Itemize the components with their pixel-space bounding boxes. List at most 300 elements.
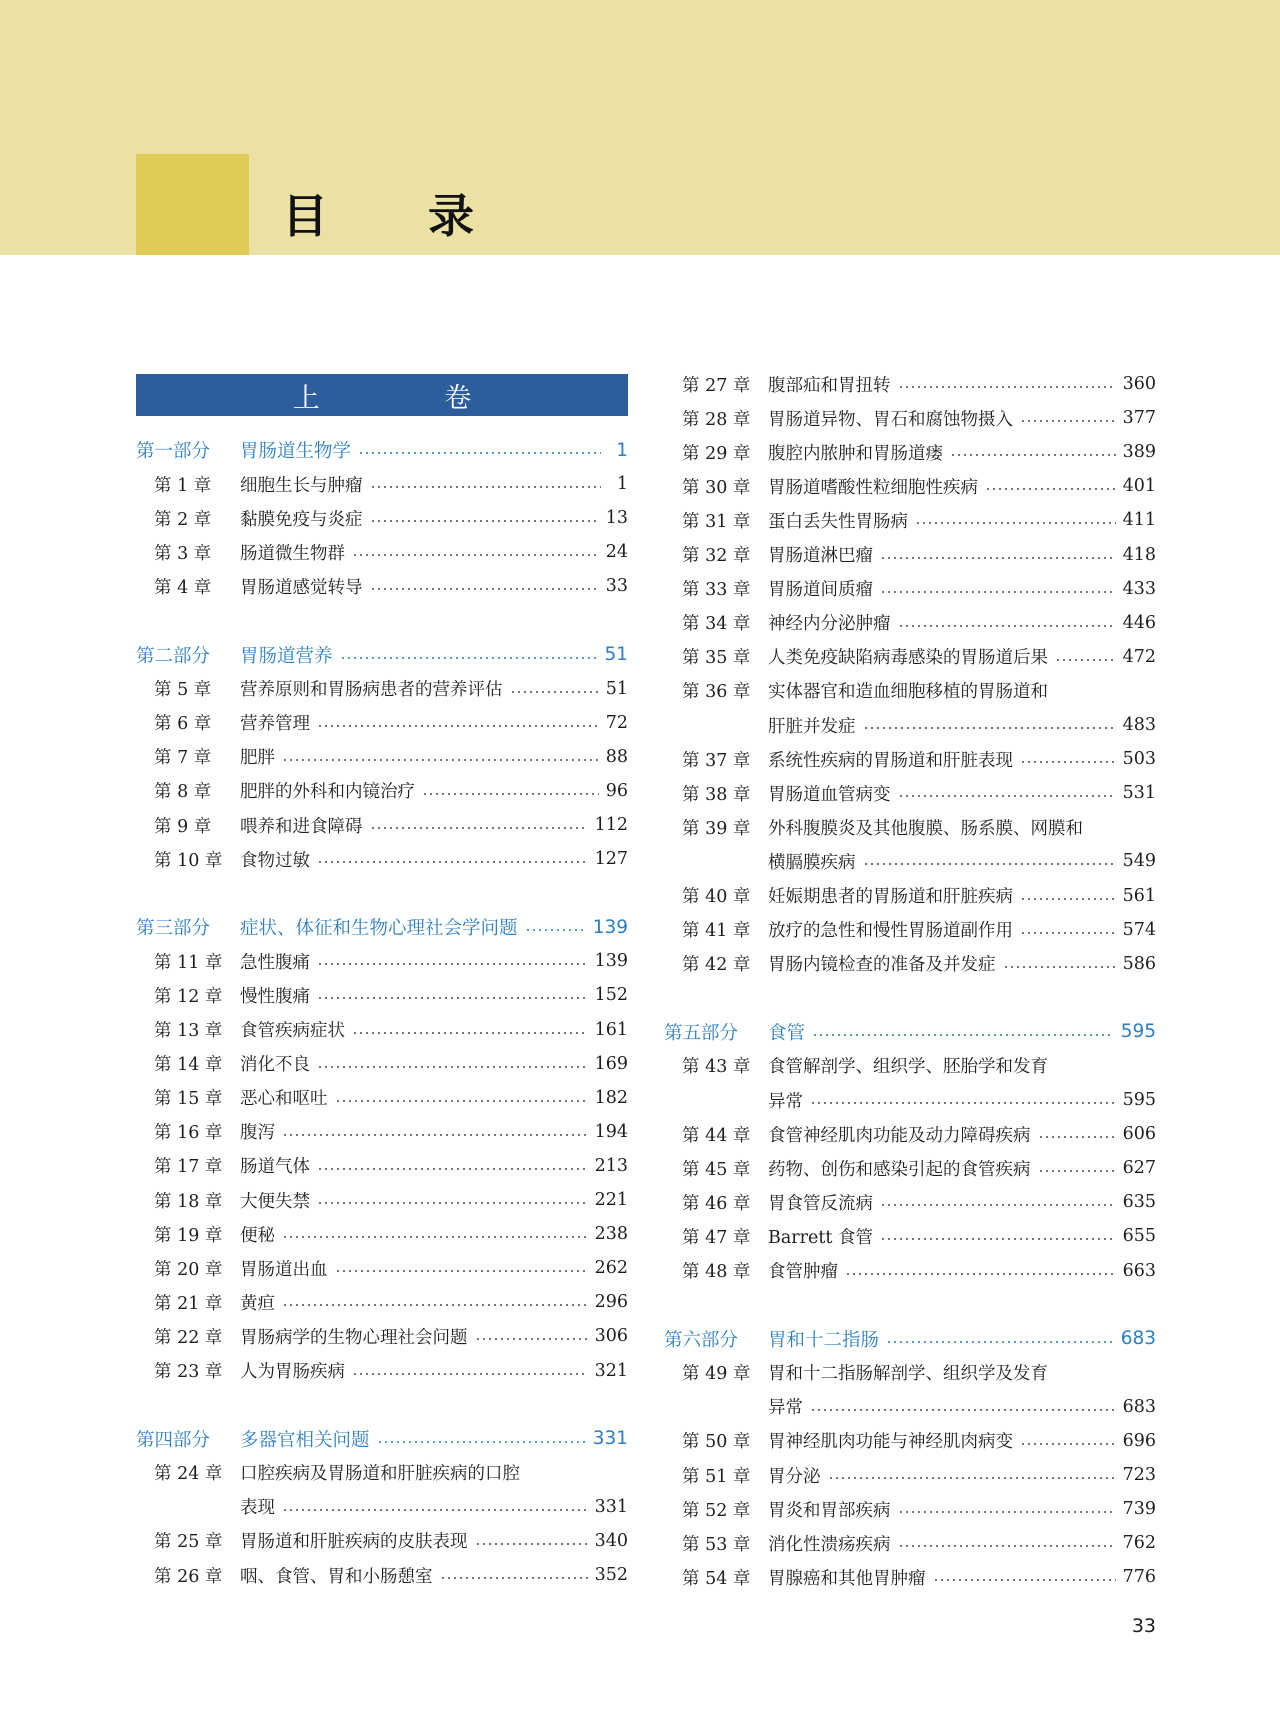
dot-leader bbox=[880, 1204, 1116, 1206]
toc-entry-page: 561 bbox=[1122, 885, 1156, 906]
dot-leader bbox=[475, 1338, 588, 1340]
dot-leader bbox=[335, 1270, 588, 1272]
toc-entry-title: 腹泻 bbox=[240, 1123, 275, 1144]
toc-entry-page: 606 bbox=[1122, 1124, 1156, 1145]
toc-entry-title: 腹腔内脓肿和胃肠道瘘 bbox=[768, 443, 943, 464]
toc-chapter-row[interactable] bbox=[664, 1254, 1156, 1288]
dot-leader bbox=[863, 727, 1116, 729]
toc-entry-label: 第 33 章 bbox=[682, 580, 751, 601]
toc-entry-page: 377 bbox=[1122, 408, 1156, 429]
toc-entry-title: 腹部疝和胃扭转 bbox=[768, 375, 891, 396]
toc-entry-title: 胃和十二指肠解剖学、组织学及发育 bbox=[768, 1364, 1048, 1385]
dot-leader bbox=[282, 1236, 588, 1238]
dot-leader bbox=[898, 1545, 1116, 1547]
volume-heading: 上 卷 bbox=[136, 374, 628, 416]
toc-entry-title: 表现 bbox=[240, 1498, 275, 1519]
toc-part-row[interactable] bbox=[664, 1322, 1156, 1356]
toc-entry-page: 776 bbox=[1122, 1567, 1156, 1588]
toc-entry-title: 营养原则和胃肠病患者的营养评估 bbox=[240, 680, 503, 701]
toc-entry-label: 第 1 章 bbox=[154, 475, 212, 496]
dot-leader bbox=[915, 522, 1116, 524]
toc-entry-label: 第 5 章 bbox=[154, 680, 212, 701]
toc-entry-page: 418 bbox=[1122, 544, 1156, 565]
toc-chapter-row[interactable] bbox=[664, 1356, 1156, 1390]
toc-entry-page: 483 bbox=[1122, 715, 1156, 735]
toc-chapter-row[interactable] bbox=[664, 1185, 1156, 1219]
dot-leader bbox=[1020, 1443, 1116, 1445]
toc-entry-label: 第 51 章 bbox=[682, 1466, 751, 1487]
toc-entry-label: 第 23 章 bbox=[154, 1362, 223, 1382]
toc-entry-title: 胃腺癌和其他胃肿瘤 bbox=[768, 1568, 926, 1589]
dot-leader bbox=[352, 1032, 588, 1034]
toc-chapter-row[interactable] bbox=[664, 810, 1156, 844]
toc-entry-label: 第 50 章 bbox=[682, 1432, 751, 1453]
dot-leader bbox=[828, 1477, 1116, 1479]
toc-chapter-row[interactable] bbox=[664, 1492, 1156, 1526]
toc-entry-page: 531 bbox=[1122, 783, 1156, 804]
toc-entry-page: 182 bbox=[594, 1087, 628, 1108]
toc-entry-page: 723 bbox=[1122, 1465, 1156, 1485]
toc-entry-page: 655 bbox=[1122, 1226, 1156, 1247]
dot-leader bbox=[370, 827, 588, 829]
toc-chapter-row[interactable] bbox=[664, 947, 1156, 981]
toc-entry-page: 331 bbox=[594, 1496, 628, 1517]
toc-entry-page: 72 bbox=[605, 712, 628, 733]
toc-chapter-row[interactable] bbox=[664, 469, 1156, 503]
toc-entry-page: 194 bbox=[594, 1121, 628, 1142]
toc-entry-page: 762 bbox=[1122, 1533, 1156, 1554]
title-accent-block bbox=[136, 154, 249, 255]
toc-entry-title: 人类免疫缺陷病毒感染的胃肠道后果 bbox=[768, 648, 1048, 669]
toc-chapter-row[interactable] bbox=[136, 740, 628, 774]
toc-entry-title: 胃肠道生物学 bbox=[240, 441, 352, 462]
dot-leader bbox=[475, 1543, 588, 1545]
dot-leader bbox=[898, 386, 1116, 388]
toc-entry-title: 大便失禁 bbox=[240, 1191, 310, 1212]
dot-leader bbox=[317, 861, 588, 863]
toc-continuation-row[interactable] bbox=[664, 708, 1156, 742]
toc-entry-title: 神经内分泌肿瘤 bbox=[768, 614, 891, 635]
toc-chapter-row[interactable] bbox=[664, 572, 1156, 606]
toc-entry-page: 139 bbox=[592, 916, 628, 938]
toc-entry-title: 食管肿瘤 bbox=[768, 1262, 838, 1282]
dot-leader bbox=[985, 488, 1116, 490]
dot-leader bbox=[440, 1577, 588, 1579]
toc-entry-label: 第 45 章 bbox=[682, 1159, 751, 1180]
toc-entry-title: Barrett 食管 bbox=[768, 1227, 874, 1248]
toc-entry-title: 异常 bbox=[768, 1398, 803, 1419]
dot-leader bbox=[317, 963, 588, 965]
toc-chapter-row[interactable] bbox=[664, 1117, 1156, 1151]
toc-chapter-row[interactable] bbox=[136, 808, 628, 842]
toc-entry-title: 妊娠期患者的胃肠道和肝脏疾病 bbox=[768, 887, 1013, 907]
toc-entry-label: 第 19 章 bbox=[154, 1225, 223, 1246]
toc-chapter-row[interactable] bbox=[664, 742, 1156, 776]
toc-entry-label: 第 54 章 bbox=[682, 1568, 751, 1589]
toc-entry-title: 食管神经肌肉功能及动力障碍疾病 bbox=[768, 1125, 1031, 1146]
toc-chapter-row[interactable] bbox=[136, 842, 628, 876]
toc-entry-label: 第三部分 bbox=[136, 918, 211, 940]
toc-entry-page: 503 bbox=[1122, 749, 1156, 770]
toc-entry-page: 433 bbox=[1122, 578, 1156, 599]
toc-entry-label: 第 32 章 bbox=[682, 546, 751, 566]
toc-entry-title: 异常 bbox=[768, 1091, 803, 1112]
toc-continuation-row[interactable] bbox=[664, 1083, 1156, 1117]
toc-entry-label: 第 20 章 bbox=[154, 1259, 223, 1280]
toc-chapter-row[interactable] bbox=[136, 1149, 628, 1183]
toc-entry-label: 第 2 章 bbox=[154, 509, 212, 530]
toc-entry-title: 胃肠道感觉转导 bbox=[240, 577, 363, 598]
toc-entry-page: 389 bbox=[1122, 442, 1156, 463]
toc-chapter-row[interactable] bbox=[664, 674, 1156, 708]
toc-entry-title: 肠道微生物群 bbox=[240, 543, 345, 564]
toc-entry-label: 第 14 章 bbox=[154, 1055, 223, 1076]
toc-chapter-row[interactable] bbox=[664, 1458, 1156, 1492]
toc-entry-title: 外科腹膜炎及其他腹膜、肠系膜、网膜和 bbox=[768, 818, 1083, 839]
toc-entry-label: 第 9 章 bbox=[154, 816, 212, 837]
toc-entry-title: 胃食管反流病 bbox=[768, 1193, 873, 1214]
toc-entry-label: 第 12 章 bbox=[154, 986, 223, 1007]
toc-continuation-row[interactable] bbox=[664, 844, 1156, 878]
dot-leader bbox=[886, 1341, 1114, 1343]
toc-chapter-row[interactable] bbox=[136, 1081, 628, 1115]
toc-chapter-row[interactable] bbox=[664, 435, 1156, 469]
dot-leader bbox=[950, 454, 1116, 456]
toc-entry-label: 第 30 章 bbox=[682, 477, 751, 498]
toc-entry-page: 51 bbox=[604, 644, 628, 665]
toc-chapter-row[interactable] bbox=[664, 879, 1156, 913]
toc-entry-label: 第 41 章 bbox=[682, 921, 751, 942]
toc-entry-page: 595 bbox=[1122, 1090, 1156, 1110]
toc-entry-label: 第 28 章 bbox=[682, 409, 751, 430]
toc-chapter-row[interactable] bbox=[136, 1285, 628, 1319]
toc-chapter-row[interactable] bbox=[136, 774, 628, 808]
toc-entry-title: 喂养和进食障碍 bbox=[240, 816, 363, 837]
dot-leader bbox=[810, 1102, 1116, 1104]
toc-entry-page: 411 bbox=[1122, 510, 1156, 531]
toc-entry-page: 401 bbox=[1122, 476, 1156, 497]
dot-leader bbox=[1038, 1170, 1116, 1172]
dot-leader bbox=[1020, 932, 1116, 934]
toc-chapter-row[interactable] bbox=[664, 606, 1156, 640]
dot-leader bbox=[317, 725, 599, 727]
toc-chapter-row[interactable] bbox=[136, 1115, 628, 1149]
toc-entry-title: 放疗的急性和慢性胃肠道副作用 bbox=[768, 921, 1013, 942]
toc-entry-label: 第 21 章 bbox=[154, 1293, 223, 1314]
dot-leader bbox=[282, 1509, 588, 1511]
dot-leader bbox=[377, 1441, 586, 1443]
toc-chapter-row[interactable] bbox=[664, 1151, 1156, 1185]
toc-chapter-row[interactable] bbox=[136, 1558, 628, 1592]
dot-leader bbox=[340, 657, 598, 659]
toc-entry-label: 第 49 章 bbox=[682, 1364, 751, 1385]
page-number: 33 bbox=[1131, 1615, 1156, 1637]
dot-leader bbox=[898, 795, 1116, 797]
toc-entry-title: 胃分泌 bbox=[768, 1466, 821, 1487]
toc-entry-title: 胃肠道营养 bbox=[240, 645, 333, 667]
toc-entry-label: 第 24 章 bbox=[154, 1464, 223, 1485]
toc-entry-label: 第 11 章 bbox=[154, 952, 223, 973]
toc-part-row[interactable] bbox=[136, 1422, 628, 1456]
toc-entry-page: 88 bbox=[605, 746, 628, 767]
toc-entry-label: 第 6 章 bbox=[154, 714, 212, 735]
toc-entry-title: 食管解剖学、组织学、胚胎学和发育 bbox=[768, 1057, 1048, 1078]
toc-entry-label: 第 52 章 bbox=[682, 1500, 751, 1521]
toc-entry-page: 13 bbox=[605, 508, 628, 529]
toc-entry-title: 黏膜免疫与炎症 bbox=[240, 509, 363, 530]
toc-chapter-row[interactable] bbox=[136, 1456, 628, 1490]
toc-entry-page: 221 bbox=[594, 1190, 628, 1210]
toc-entry-title: 胃肠道嗜酸性粒细胞性疾病 bbox=[768, 477, 978, 498]
toc-chapter-row[interactable] bbox=[664, 1424, 1156, 1458]
toc-entry-title: 急性腹痛 bbox=[240, 952, 310, 973]
toc-part-row[interactable] bbox=[136, 638, 628, 672]
dot-leader bbox=[1003, 966, 1116, 968]
toc-entry-title: 便秘 bbox=[240, 1225, 275, 1246]
toc-entry-label: 第六部分 bbox=[664, 1329, 739, 1351]
toc-entry-title: 肠道气体 bbox=[240, 1157, 310, 1178]
dot-leader bbox=[1038, 1136, 1116, 1138]
toc-chapter-row[interactable] bbox=[664, 1560, 1156, 1594]
toc-entry-title: 食管 bbox=[768, 1022, 806, 1044]
toc-entry-page: 549 bbox=[1122, 851, 1156, 872]
toc-entry-page: 472 bbox=[1122, 646, 1156, 667]
toc-entry-title: 横膈膜疾病 bbox=[768, 852, 856, 873]
toc-entry-label: 第 26 章 bbox=[154, 1566, 223, 1587]
toc-entry-label: 第 13 章 bbox=[154, 1021, 223, 1041]
toc-chapter-row[interactable] bbox=[136, 672, 628, 706]
toc-entry-page: 1 bbox=[616, 439, 628, 461]
toc-chapter-row[interactable] bbox=[136, 1354, 628, 1388]
toc-chapter-row[interactable] bbox=[136, 706, 628, 740]
dot-leader bbox=[1020, 420, 1116, 422]
toc-entry-label: 第 47 章 bbox=[682, 1227, 751, 1248]
toc-entry-label: 第一部分 bbox=[136, 441, 211, 462]
toc-entry-page: 24 bbox=[605, 542, 628, 563]
dot-leader bbox=[1020, 898, 1116, 900]
toc-chapter-row[interactable] bbox=[664, 401, 1156, 435]
toc-entry-label: 第 29 章 bbox=[682, 443, 751, 464]
toc-entry-page: 360 bbox=[1122, 374, 1156, 394]
dot-leader bbox=[898, 625, 1116, 627]
toc-entry-page: 683 bbox=[1122, 1396, 1156, 1417]
toc-chapter-row[interactable] bbox=[136, 1183, 628, 1217]
dot-leader bbox=[370, 520, 599, 522]
toc-entry-label: 第 10 章 bbox=[154, 850, 223, 871]
toc-entry-page: 683 bbox=[1120, 1328, 1156, 1350]
toc-chapter-row[interactable] bbox=[664, 538, 1156, 572]
toc-entry-title: 多器官相关问题 bbox=[240, 1429, 370, 1451]
toc-entry-page: 213 bbox=[594, 1155, 628, 1176]
toc-entry-label: 第 38 章 bbox=[682, 784, 751, 805]
dot-leader bbox=[525, 929, 586, 931]
toc-entry-label: 第 8 章 bbox=[154, 782, 212, 803]
dot-leader bbox=[1020, 761, 1116, 763]
toc-entry-page: 574 bbox=[1122, 919, 1156, 940]
toc-entry-label: 第 25 章 bbox=[154, 1532, 223, 1553]
toc-entry-label: 第 40 章 bbox=[682, 887, 751, 907]
toc-entry-title: 症状、体征和生物心理社会学问题 bbox=[240, 918, 518, 940]
toc-entry-label: 第 4 章 bbox=[154, 577, 212, 598]
toc-chapter-row[interactable] bbox=[136, 978, 628, 1012]
toc-chapter-row[interactable] bbox=[136, 467, 628, 501]
toc-entry-page: 635 bbox=[1122, 1192, 1156, 1213]
toc-entry-title: 细胞生长与肿瘤 bbox=[240, 475, 363, 496]
dot-leader bbox=[352, 1373, 588, 1375]
toc-entry-label: 第四部分 bbox=[136, 1429, 211, 1451]
toc-entry-page: 739 bbox=[1122, 1499, 1156, 1520]
dot-leader bbox=[335, 1100, 588, 1102]
toc-entry-label: 第 53 章 bbox=[682, 1534, 751, 1555]
toc-entry-label: 第 22 章 bbox=[154, 1327, 223, 1348]
toc-entry-title: 胃肠病学的生物心理社会问题 bbox=[240, 1327, 468, 1348]
toc-entry-label: 第 15 章 bbox=[154, 1089, 223, 1110]
toc-entry-title: 黄疸 bbox=[240, 1293, 275, 1314]
toc-entry-page: 33 bbox=[605, 576, 628, 597]
dot-leader bbox=[282, 1134, 588, 1136]
toc-entry-label: 第五部分 bbox=[664, 1022, 739, 1044]
toc-part-row[interactable] bbox=[136, 910, 628, 944]
toc-chapter-row[interactable] bbox=[664, 776, 1156, 810]
toc-entry-page: 321 bbox=[594, 1360, 628, 1381]
toc-entry-page: 340 bbox=[594, 1530, 628, 1551]
toc-entry-label: 第二部分 bbox=[136, 645, 211, 667]
toc-entry-title: 实体器官和造血细胞移植的胃肠道和 bbox=[768, 682, 1048, 703]
toc-entry-title: 胃肠道淋巴瘤 bbox=[768, 546, 873, 566]
toc-entry-title: 消化性溃疡疾病 bbox=[768, 1534, 891, 1555]
toc-entry-page: 139 bbox=[594, 951, 628, 972]
dot-leader bbox=[317, 997, 588, 999]
toc-chapter-row[interactable] bbox=[136, 1047, 628, 1081]
toc-chapter-row[interactable] bbox=[136, 501, 628, 535]
toc-entry-page: 446 bbox=[1122, 612, 1156, 633]
toc-entry-label: 第 31 章 bbox=[682, 511, 751, 532]
toc-part-row[interactable] bbox=[664, 1015, 1156, 1049]
toc-entry-title: 恶心和呕吐 bbox=[240, 1089, 328, 1110]
page-title: 目 录 bbox=[282, 189, 517, 243]
dot-leader bbox=[510, 691, 599, 693]
toc-entry-page: 696 bbox=[1122, 1430, 1156, 1451]
dot-leader bbox=[845, 1273, 1116, 1275]
toc-entry-label: 第 7 章 bbox=[154, 748, 212, 769]
toc-entry-page: 663 bbox=[1122, 1260, 1156, 1281]
toc-entry-page: 352 bbox=[594, 1565, 628, 1585]
toc-entry-title: 胃肠道和肝脏疾病的皮肤表现 bbox=[240, 1532, 468, 1553]
dot-leader bbox=[422, 793, 599, 795]
toc-continuation-row[interactable] bbox=[136, 1490, 628, 1524]
toc-entry-label: 第 48 章 bbox=[682, 1262, 751, 1282]
toc-entry-label: 第 27 章 bbox=[682, 375, 751, 396]
toc-chapter-row[interactable] bbox=[136, 1524, 628, 1558]
toc-chapter-row[interactable] bbox=[136, 1217, 628, 1251]
dot-leader bbox=[812, 1034, 1114, 1036]
toc-entry-title: 咽、食管、胃和小肠憩室 bbox=[240, 1566, 433, 1587]
dot-leader bbox=[810, 1409, 1116, 1411]
toc-entry-label: 第 44 章 bbox=[682, 1125, 751, 1146]
toc-chapter-row[interactable] bbox=[664, 1219, 1156, 1253]
toc-entry-label: 第 39 章 bbox=[682, 818, 751, 839]
toc-entry-page: 331 bbox=[592, 1428, 628, 1450]
toc-entry-label: 第 18 章 bbox=[154, 1191, 223, 1212]
toc-entry-title: 胃肠道异物、胃石和腐蚀物摄入 bbox=[768, 409, 1013, 430]
dot-leader bbox=[352, 554, 599, 556]
toc-chapter-row[interactable] bbox=[664, 640, 1156, 674]
dot-leader bbox=[898, 1511, 1116, 1513]
toc-entry-label: 第 34 章 bbox=[682, 614, 751, 635]
dot-leader bbox=[282, 1304, 588, 1306]
dot-leader bbox=[282, 759, 599, 761]
toc-entry-title: 胃神经肌肉功能与神经肌肉病变 bbox=[768, 1432, 1013, 1453]
toc-continuation-row[interactable] bbox=[664, 1390, 1156, 1424]
toc-chapter-row[interactable] bbox=[136, 569, 628, 603]
toc-chapter-row[interactable] bbox=[136, 1319, 628, 1353]
toc-entry-title: 人为胃肠疾病 bbox=[240, 1362, 345, 1382]
dot-leader bbox=[880, 591, 1116, 593]
toc-entry-title: 蛋白丢失性胃肠病 bbox=[768, 511, 908, 532]
toc-entry-title: 胃肠道血管病变 bbox=[768, 784, 891, 805]
toc-entry-page: 296 bbox=[594, 1292, 628, 1313]
toc-chapter-row[interactable] bbox=[664, 1049, 1156, 1083]
toc-entry-title: 消化不良 bbox=[240, 1055, 310, 1076]
dot-leader bbox=[317, 1066, 588, 1068]
toc-chapter-row[interactable] bbox=[136, 944, 628, 978]
toc-entry-page: 161 bbox=[594, 1019, 628, 1040]
toc-part-row[interactable] bbox=[136, 433, 628, 467]
toc-entry-title: 胃肠道间质瘤 bbox=[768, 580, 873, 601]
toc-entry-page: 1 bbox=[616, 474, 628, 495]
toc-chapter-row[interactable] bbox=[136, 1251, 628, 1285]
dot-leader bbox=[880, 1238, 1116, 1240]
dot-leader bbox=[370, 588, 599, 590]
toc-chapter-row[interactable] bbox=[136, 1013, 628, 1047]
dot-leader bbox=[317, 1202, 588, 1204]
toc-chapter-row[interactable] bbox=[664, 1526, 1156, 1560]
toc-entry-title: 肥胖 bbox=[240, 748, 275, 769]
toc-chapter-row[interactable] bbox=[664, 503, 1156, 537]
toc-entry-title: 肥胖的外科和内镜治疗 bbox=[240, 782, 415, 803]
dot-leader bbox=[880, 557, 1116, 559]
toc-entry-title: 药物、创伤和感染引起的食管疾病 bbox=[768, 1159, 1031, 1180]
toc-chapter-row[interactable] bbox=[664, 367, 1156, 401]
toc-entry-page: 51 bbox=[605, 678, 628, 699]
toc-entry-page: 627 bbox=[1122, 1158, 1156, 1179]
toc-chapter-row[interactable] bbox=[136, 535, 628, 569]
toc-entry-label: 第 42 章 bbox=[682, 955, 751, 976]
toc-entry-title: 营养管理 bbox=[240, 714, 310, 735]
dot-leader bbox=[370, 486, 602, 488]
toc-entry-page: 306 bbox=[594, 1326, 628, 1347]
toc-entry-page: 586 bbox=[1122, 953, 1156, 974]
toc-entry-label: 第 46 章 bbox=[682, 1193, 751, 1214]
toc-entry-title: 胃炎和胃部疾病 bbox=[768, 1500, 891, 1521]
toc-entry-title: 系统性疾病的胃肠道和肝脏表现 bbox=[768, 750, 1013, 771]
toc-entry-label: 第 16 章 bbox=[154, 1123, 223, 1144]
toc-entry-title: 胃和十二指肠 bbox=[768, 1329, 880, 1351]
toc-entry-label: 第 17 章 bbox=[154, 1157, 223, 1178]
toc-entry-title: 慢性腹痛 bbox=[240, 986, 310, 1007]
toc-entry-page: 96 bbox=[605, 780, 628, 801]
toc-entry-page: 112 bbox=[594, 815, 628, 835]
toc-entry-page: 595 bbox=[1120, 1021, 1156, 1043]
dot-leader bbox=[863, 863, 1116, 865]
toc-chapter-row[interactable] bbox=[664, 913, 1156, 947]
toc-entry-page: 238 bbox=[594, 1224, 628, 1245]
toc-entry-page: 262 bbox=[594, 1258, 628, 1279]
toc-entry-title: 口腔疾病及胃肠道和肝脏疾病的口腔 bbox=[240, 1464, 520, 1485]
toc-entry-label: 第 3 章 bbox=[154, 543, 212, 564]
toc-entry-page: 127 bbox=[594, 849, 628, 870]
dot-leader bbox=[358, 452, 601, 454]
